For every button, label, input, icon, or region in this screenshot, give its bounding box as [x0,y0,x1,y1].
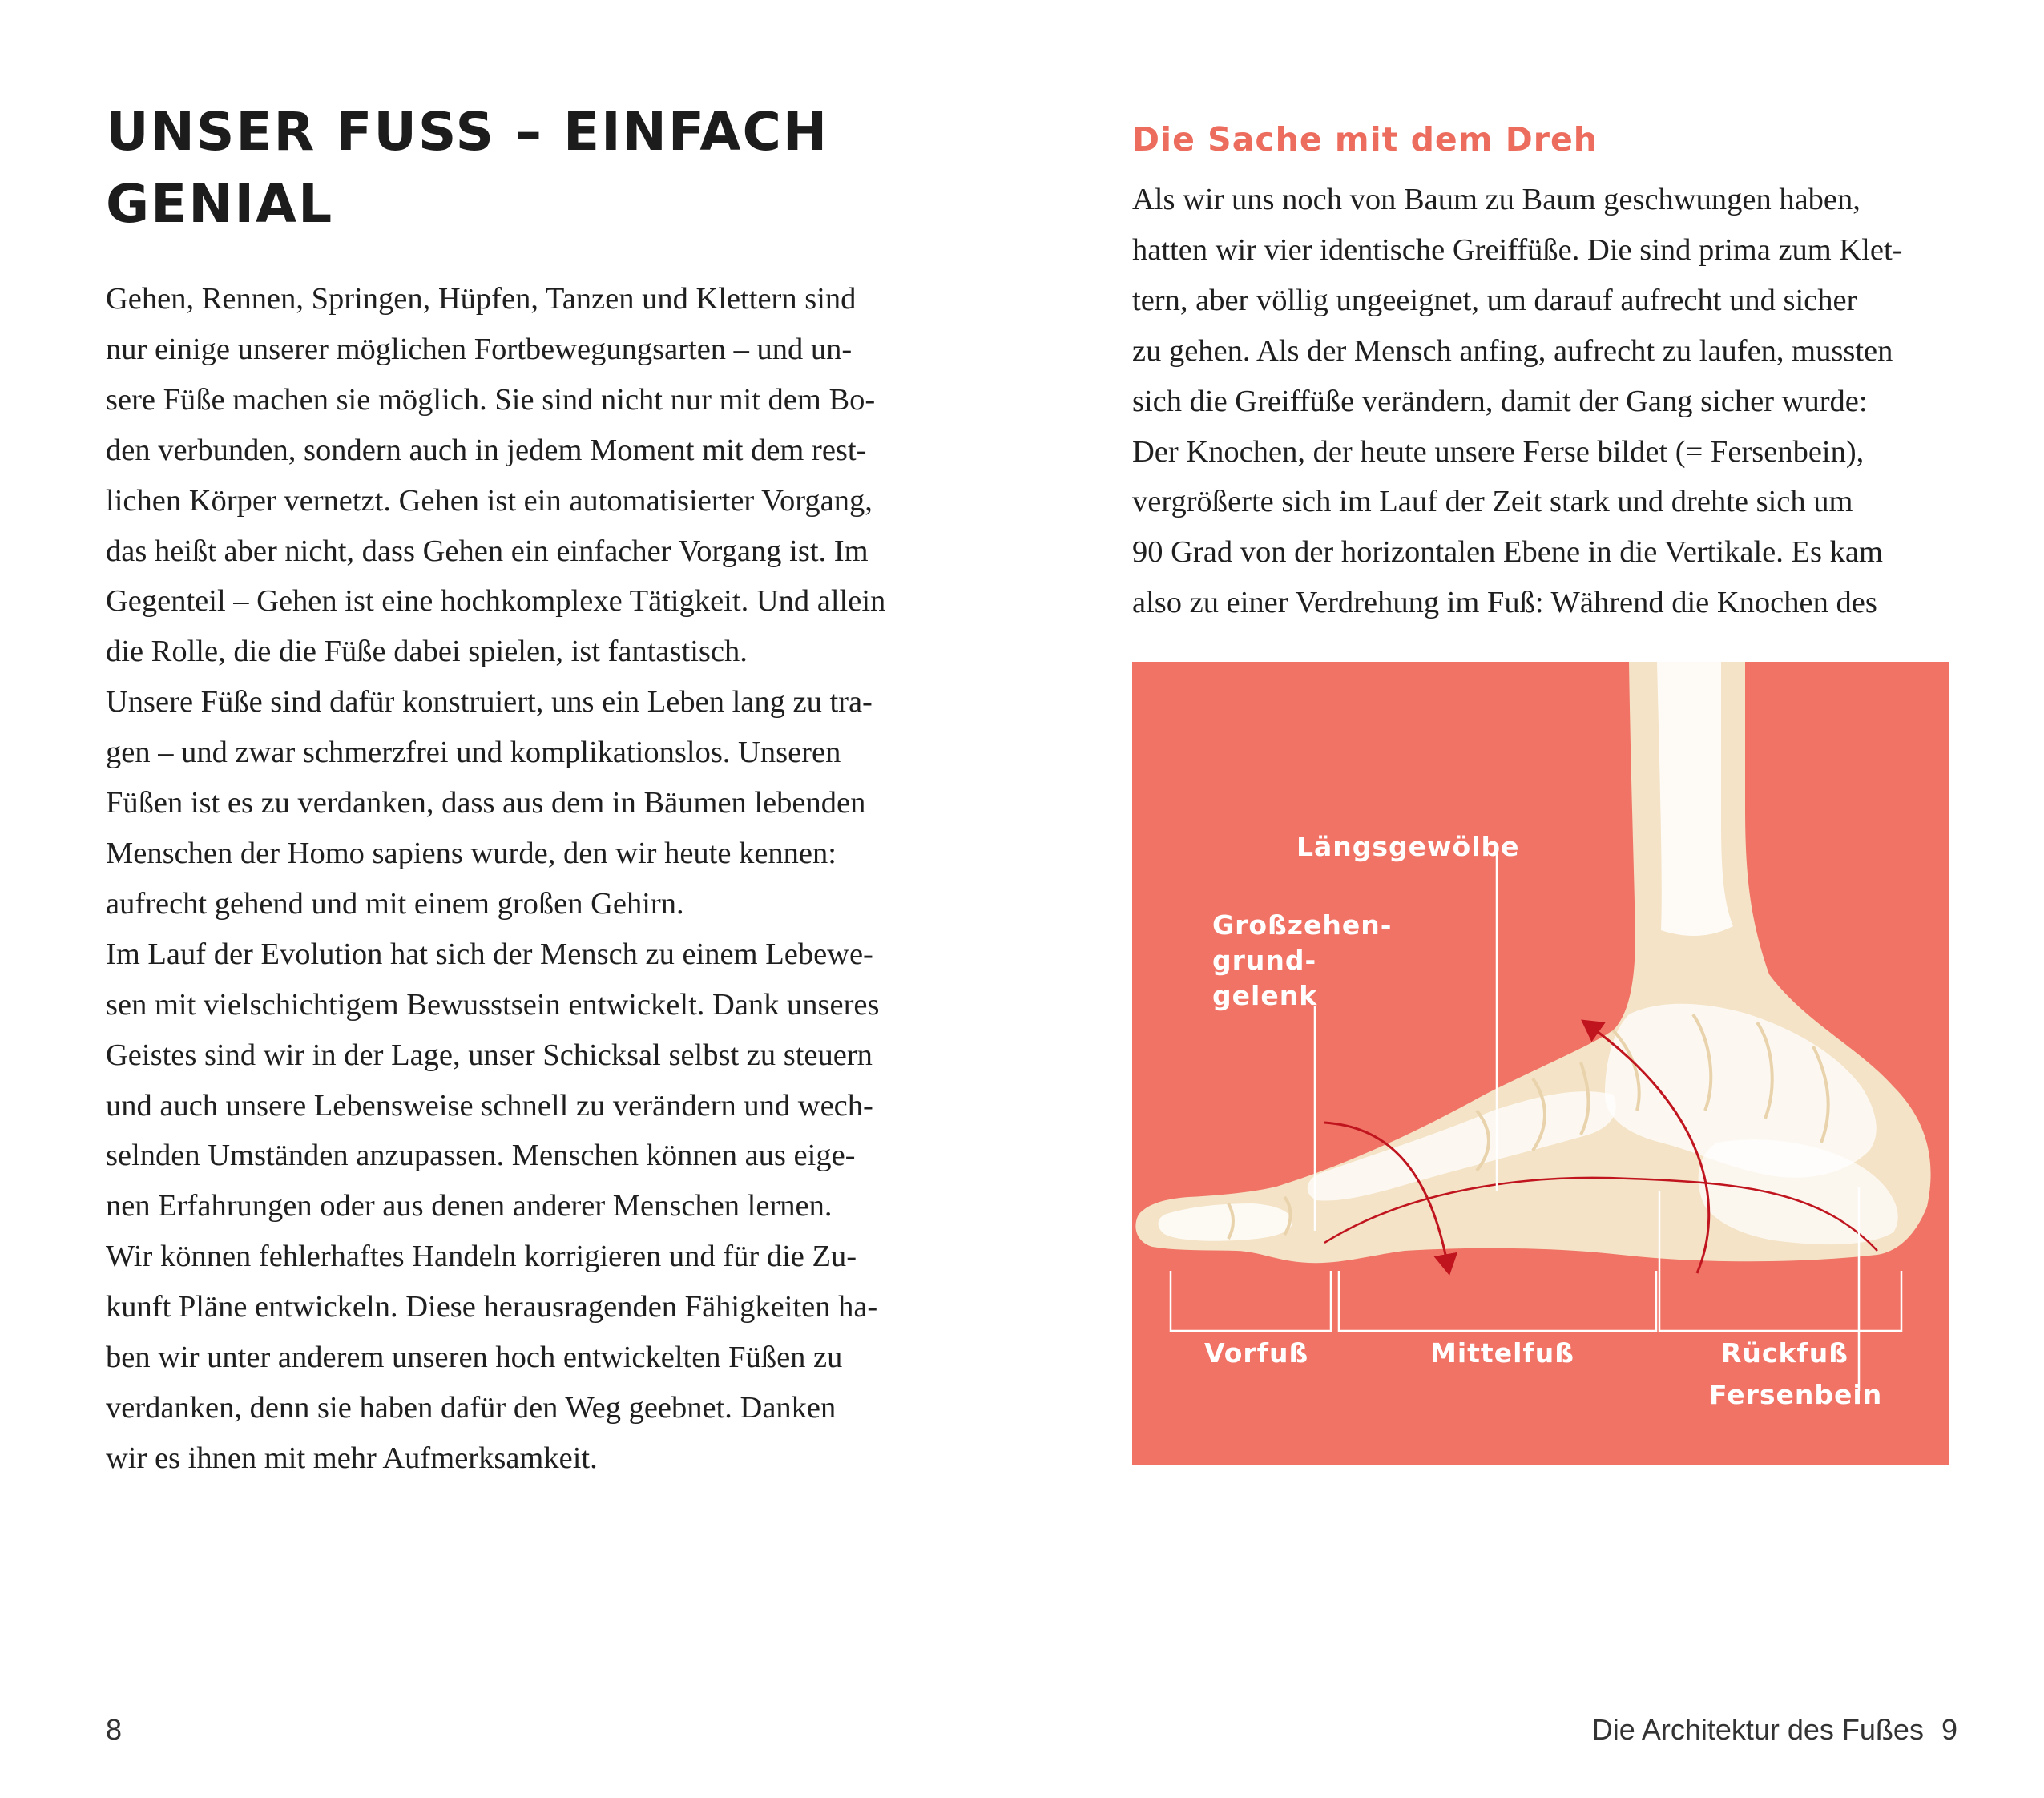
text-line: Im Lauf der Evolution hat sich der Mensch zu einem Lebewe- [106,937,873,971]
text-line: lichen Körper vernetzt. Gehen ist ein automatisierter Vorgang, [106,483,873,518]
label-grosszehen-line3: gelenk [1212,980,1318,1011]
label-vorfuss: Vorfuß [1204,1337,1309,1369]
text-line: und auch unsere Lebensweise schnell zu verändern und wech- [106,1088,873,1123]
text-line: aufrecht gehend und mit einem großen Gehirn. [106,886,684,921]
text-line: verdanken, denn sie haben dafür den Weg geebnet. Danken [106,1390,837,1425]
paragraph [106,677,923,929]
text-line: hatten wir vier identische Greiffüße. Die sind prima zum Klet- [1132,232,1903,267]
right-body-text [1132,175,1965,628]
text-line: kunft Pläne entwickeln. Diese herausragenden Fähigkeiten ha- [106,1290,878,1324]
paragraph [106,274,923,677]
left-body-text [106,274,923,1484]
text-line: die Rolle, die die Füße dabei spielen, ist fantastisch. [106,635,748,669]
text-line: vergrößerte sich im Lauf der Zeit stark und drehte sich um [1132,485,1853,519]
foot-illustration [1132,662,1949,1465]
text-line: gen – und zwar schmerzfrei und komplikationslos. Unseren [106,736,841,770]
text-line: sich die Greiffüße verändern, damit der Gang sicher wurde: [1132,384,1868,418]
text-line: Wir können fehlerhaftes Handeln korrigieren und für die Zu- [106,1240,857,1274]
chapter-title-line: UNSER FUSS – EINFACH [106,101,829,163]
text-line: ben wir unter anderem unseren hoch entwickelten Füßen zu [106,1340,843,1375]
page-number-left: 8 [106,1713,123,1746]
right-page [1022,0,2044,1798]
text-line: Der Knochen, der heute unsere Ferse bildet (= Fersenbein), [1132,434,1865,469]
label-rueckfuss: Rückfuß [1721,1337,1848,1369]
text-line: also zu einer Verdrehung im Fuß: Während die Knochen des [1132,586,1877,620]
text-line: zu gehen. Als der Mensch anfing, aufrecht zu laufen, mussten [1132,333,1893,368]
label-mittelfuss: Mittelfuß [1430,1337,1574,1369]
text-line: wir es ihnen mit mehr Aufmerksamkeit. [106,1441,598,1475]
label-laengsgewoelbe: Längsgewölbe [1296,831,1520,862]
page-number-right: 9 [1941,1713,1957,1746]
text-line: Füßen ist es zu verdanken, dass aus dem in Bäumen lebenden [106,786,866,820]
text-line: nen Erfahrungen oder aus denen anderer Menschen lernen. [106,1189,833,1224]
text-line: 90 Grad von der horizontalen Ebene in die Vertikale. Es kam [1132,535,1883,570]
text-line: Gehen, Rennen, Springen, Hüpfen, Tanzen und Klettern sind [106,282,857,316]
section-heading: Die Sache mit dem Dreh [1132,120,1598,159]
text-line: Als wir uns noch von Baum zu Baum geschwungen haben, [1132,183,1861,216]
running-footer-right [1592,1713,1957,1747]
chapter-title [106,96,907,240]
text-line: Menschen der Homo sapiens wurde, den wir heute kennen: [106,836,837,870]
label-grosszehen-line1: Großzehen- [1212,909,1393,941]
text-line: Gegenteil – Gehen ist eine hochkomplexe Tätigkeit. Und allein [106,584,886,619]
text-line: das heißt aber nicht, dass Gehen ein einfacher Vorgang ist. Im [106,534,869,568]
text-line: nur einige unserer möglichen Fortbewegungsarten – und un- [106,332,853,366]
text-line: tern, aber völlig ungeeignet, um darauf aufrecht und sicher [1132,283,1857,317]
paragraph [106,929,923,1484]
text-line: sere Füße machen sie möglich. Sie sind nicht nur mit dem Bo- [106,382,876,417]
text-line: Geistes sind wir in der Lage, unser Schicksal selbst zu steuern [106,1038,873,1072]
label-grosszehen-line2: grund- [1212,945,1317,976]
text-line: Unsere Füße sind dafür konstruiert, uns ein Leben lang zu tra- [106,685,873,720]
running-head: Die Architektur des Fußes [1591,1713,1924,1746]
text-line: den verbunden, sondern auch in jedem Moment mit dem rest- [106,433,867,467]
foot-anatomy-figure [1132,662,1949,1465]
chapter-title-line: GENIAL [106,173,334,235]
label-fersenbein: Fersenbein [1709,1379,1883,1410]
text-line: selnden Umständen anzupassen. Menschen können aus eige- [106,1139,856,1173]
text-line: sen mit vielschichtigem Bewusstsein entwickelt. Dank unseres [106,987,880,1022]
